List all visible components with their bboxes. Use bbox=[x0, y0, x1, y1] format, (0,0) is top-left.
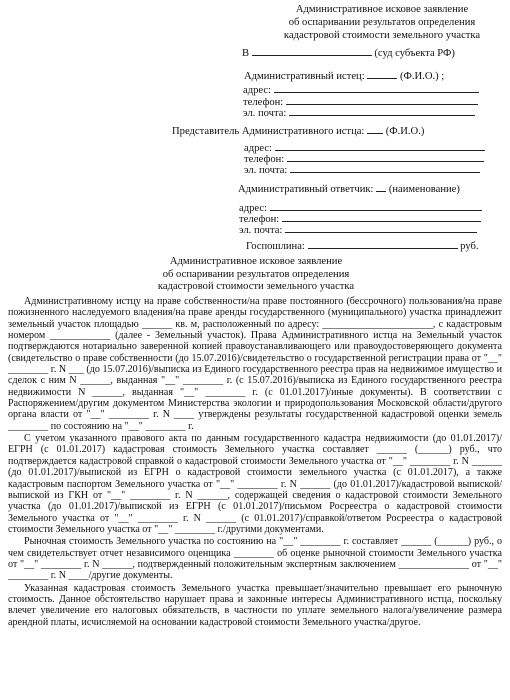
defendant-email-line bbox=[239, 222, 477, 237]
paragraph-2: С учетом указанного правового акта по данным государственного кадастра недвижимости (до 01.01.2017)/ЕГРН (с 01.01.2017) кадастровая стоимость Земельного участка составляет ______ (______) руб., что подтверждается кадастровой справкой о кадастровой стоимости Земельного участка от "__" ________ г. N ______ (до 01.01.2017)/выпиской из ЕГРН о кадастровой стоимости земельного участка (с 01.01.2017), а также кадастровым паспортом Земельного участка от "__" ________ г. N ______ (до 01.01.2017)/кадастровой выпиской/выпиской из ГКН от "__" ________ г. N ______, содержащей сведения о кадастровой стоимости Земельного участка (до 01.01.2017)/выпиской из ЕГРН (с 01.01.2017)/письмом Росреестра о кадастровой стоимости Земельного участка от "__" ________ г. N ______ (с 01.01.2017)/справкой/ответом Росреестра о кадастровой стоимости Земельного участка от "__" ________ г./другими документами. bbox=[8, 433, 502, 535]
defendant-line bbox=[238, 181, 460, 196]
representative-blank bbox=[367, 123, 383, 134]
header-line-2: об оспаривании результатов определения bbox=[288, 17, 476, 28]
document-title-line-1: Административное исковое заявление bbox=[169, 256, 343, 267]
paragraph-4: Указанная кадастровая стоимость Земельного участка превышает/значительно превышает его рыночную стоимость. Данное обстоятельство нарушает права и законные интересы Административного истца, поскольку влечет увеличение его налоговых обязательств, в частности по уплате земельного налога/увеличение размера арендной платы, исчисляемой на основании кадастровой стоимости Земельного участка/другое. bbox=[8, 582, 502, 628]
plaintiff-address-blank bbox=[274, 82, 479, 93]
header-line-1: Административное исковое заявление bbox=[295, 4, 469, 15]
plaintiff-blank bbox=[367, 68, 397, 79]
representative-address-blank bbox=[275, 140, 485, 151]
defendant-blank bbox=[376, 181, 386, 192]
representative-address-label: адрес: bbox=[244, 143, 273, 154]
court-prefix: В bbox=[242, 48, 250, 59]
court-suffix: (суд субъекта РФ) bbox=[374, 48, 455, 59]
plaintiff-email-blank bbox=[289, 105, 475, 116]
paragraph-3: Рыночная стоимость Земельного участка по состоянию на "__" ________ г. составляет ______ (______) руб., о чем свидетельствует отчет независимого оценщика ________ об оценке рыночной стоимости Земельного участка от "__" ________ г. N ______, подтвержденный положительным экспертным заключением ______________ от "__" ________ г. N ____/другие документы. bbox=[8, 536, 502, 582]
plaintiff-address-label: адрес: bbox=[243, 85, 272, 96]
document-title-line-2: об оспаривании результатов определения bbox=[162, 268, 350, 280]
defendant-label: Административный ответчик: bbox=[238, 184, 374, 195]
defendant-address-blank bbox=[270, 200, 482, 211]
plaintiff-phone-blank bbox=[286, 94, 478, 105]
representative-email-label: эл. почта: bbox=[244, 165, 288, 176]
representative-label: Представитель Административного истца: bbox=[172, 126, 365, 137]
plaintiff-name: (Ф.И.О.) ; bbox=[399, 71, 445, 82]
fee-label: Госпошлина: bbox=[246, 241, 305, 252]
court-line bbox=[242, 45, 455, 60]
defendant-email-label: эл. почта: bbox=[239, 225, 283, 236]
header-line-3: кадастровой стоимости земельного участка bbox=[283, 30, 481, 41]
representative-email-line bbox=[244, 162, 480, 177]
representative-name: (Ф.И.О.) bbox=[385, 126, 425, 137]
paragraph-1: Административному истцу на праве собственности/на праве постоянного (бессрочного) пользования/на праве пожизненного наследуемого владения/на праве аренды государственного (муниципального) участка принадлежит земельный участок площадью ______ кв. м, расположенный по адресу: ______________________, с кадастровым номером ____________ (далее - Земельный участок). Права Административного истца на Земельный участок подтверждаются нотариально заверенной копией правоустанавливающего или правоудостоверяющего документа (свидетельство о праве собственности (до 15.07.2016)/свидетельство о государственной регистрации права от "__" ________ г. N ___ (до 15.07.2016)/выписка из Единого государственного реестра прав на недвижимое имущество и сделок с ним N ______, выданная "__" ________ г. (с 15.07.2016)/выписка из Единого государственного реестра недвижимости N ______, выданная "__" ________ г. (с 01.01.2017)/иные документы). В соответствии с Распоряжением/другим документом Министерства экологии и природопользования Московской области/другого органа власти от "__" ________ г. N ____ утверждены результаты государственной кадастровой оценки земель ________ по состоянию на "__" ________ г. bbox=[8, 296, 502, 432]
fee-currency: руб. bbox=[460, 241, 479, 252]
document-body bbox=[8, 296, 502, 629]
defendant-email-blank bbox=[285, 222, 477, 233]
header-block bbox=[262, 3, 502, 42]
plaintiff-email-line bbox=[243, 105, 475, 120]
plaintiff-email-label: эл. почта: bbox=[243, 108, 287, 119]
representative-email-blank bbox=[290, 162, 480, 173]
defendant-name: (наименование) bbox=[388, 184, 460, 195]
defendant-phone-blank bbox=[282, 211, 481, 222]
plaintiff-label: Административный истец: bbox=[244, 71, 365, 82]
plaintiff-line bbox=[244, 68, 444, 83]
plaintiff-phone-label: телефон: bbox=[243, 97, 284, 108]
representative-line bbox=[172, 123, 424, 138]
defendant-address-label: адрес: bbox=[239, 203, 268, 214]
representative-phone-blank bbox=[287, 151, 484, 162]
representative-phone-label: телефон: bbox=[244, 154, 285, 165]
document-title-line-3: кадастровой стоимости земельного участка bbox=[157, 281, 355, 293]
fee-line bbox=[246, 238, 479, 253]
document-title bbox=[120, 256, 392, 294]
fee-blank bbox=[308, 238, 458, 249]
court-blank bbox=[252, 45, 372, 56]
defendant-phone-label: телефон: bbox=[239, 214, 280, 225]
